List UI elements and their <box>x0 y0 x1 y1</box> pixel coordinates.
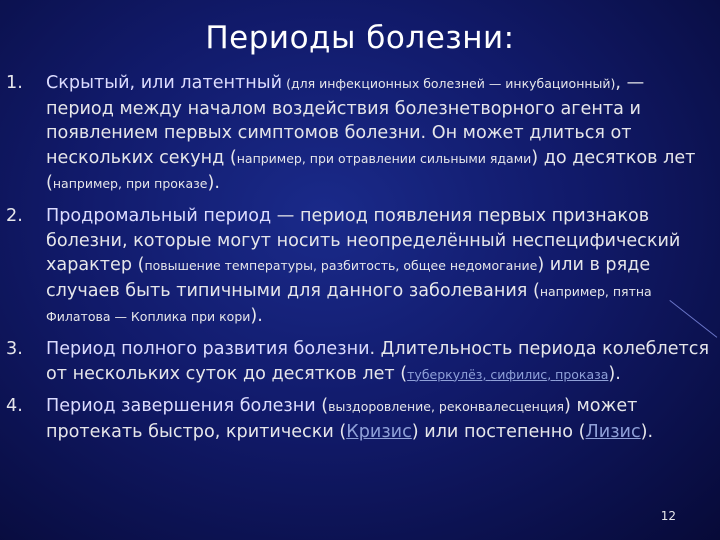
item-text: ) до десятков лет ( <box>46 147 696 194</box>
item-text: ). <box>640 421 654 442</box>
list-item-completion <box>6 394 712 444</box>
item-text: , — период между началом воздействия болезнетворного агента и появлением первых симптомов болезни. Он может длиться от нескольких секунд ( <box>46 73 645 168</box>
link-lysis[interactable]: Лизис <box>585 421 641 442</box>
item-text: ) или постепенно ( <box>411 421 586 442</box>
example-leprosy: например, при проказе <box>52 176 208 192</box>
example-poison: например, при отравлении сильными ядами <box>236 150 532 166</box>
link-syphilis[interactable]: сифилис <box>490 366 548 382</box>
link-separator: , <box>547 366 556 382</box>
slide-title: Периоды болезни: <box>205 20 515 56</box>
list-item-prodromal <box>6 204 712 330</box>
periods-list <box>6 71 712 451</box>
page-number: 12 <box>660 509 676 523</box>
term-completion: Период завершения болезни <box>46 396 316 417</box>
item-text: . Длительность периода колеблется от нескольких суток до десятков лет ( <box>46 338 710 384</box>
item-text: — период появления первых признаков болезни, которые могут носить неопределённый неспецифический характер ( <box>46 205 681 276</box>
term-prodromal: Продромальный период <box>46 205 272 226</box>
item-number: 1. <box>6 73 23 93</box>
link-tuberculosis[interactable]: туберкулёз <box>407 366 483 382</box>
term-full-development: Период полного развития болезни <box>46 338 370 359</box>
item-text: ). <box>608 363 621 384</box>
term-latent: Скрытый, или латентный <box>46 73 283 93</box>
example-recovery: выздоровление, реконвалесценция <box>328 399 565 415</box>
item-text: ( <box>315 396 329 417</box>
list-item-latent <box>6 71 712 197</box>
item-text: ). <box>207 173 220 194</box>
item-text: ). <box>250 306 263 327</box>
example-koplik: например, пятна Филатова — Коплика при кори <box>46 283 652 325</box>
item-text: ) или в ряде случаев быть типичными для данного заболевания ( <box>46 255 651 301</box>
note-incubation: (для инфекционных болезней — инкубационный) <box>282 76 616 91</box>
link-separator: , <box>482 366 491 382</box>
item-text: ) может протекать быстро, критически ( <box>46 396 638 442</box>
item-number: 4. <box>6 396 23 417</box>
item-number: 2. <box>6 205 23 226</box>
item-number: 3. <box>6 338 23 359</box>
link-leprosy[interactable]: проказа <box>555 366 609 382</box>
link-crisis[interactable]: Кризис <box>346 421 412 442</box>
example-symptoms: повышение температуры, разбитость, общее недомогание <box>144 258 538 274</box>
list-item-full-development <box>6 337 712 387</box>
